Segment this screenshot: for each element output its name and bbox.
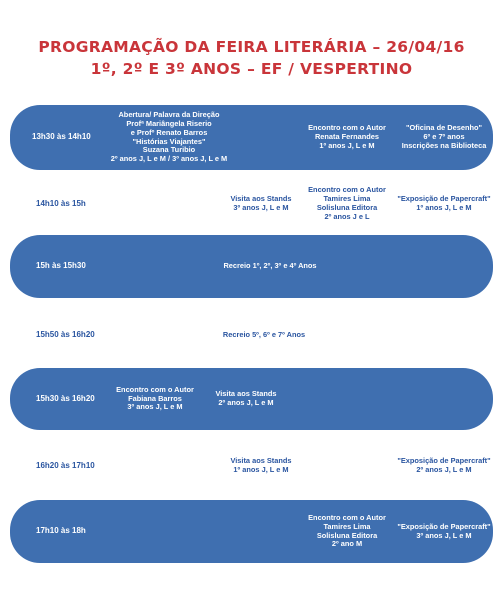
papercraft-exhibit — [395, 500, 493, 563]
activity-line: Visita aos Stands — [230, 456, 292, 466]
activity-line: 2º anos J, L e M — [218, 398, 274, 407]
time-slot: 17h10 às 18h — [36, 526, 86, 536]
activity-line: Tamires Lima — [323, 521, 371, 531]
activity-line: Renata Fernandes — [314, 132, 380, 142]
activity-line: Encontro com o Autor — [116, 384, 194, 394]
activity-line: 3º anos J, L e M — [127, 402, 183, 412]
papercraft-exhibit — [395, 451, 493, 481]
stands-visit — [191, 368, 301, 430]
recess — [200, 235, 340, 298]
activity-line: Profª Mariângela Riserio — [126, 118, 212, 128]
activity-line: 1º anos J, L e M — [416, 203, 472, 212]
activity-line: Abertura/ Palavra da Direção — [118, 110, 220, 120]
page-title-line-2: 1º, 2º E 3º ANOS – EF / VESPERTINO — [90, 60, 413, 78]
activity-line: Visita aos Stands — [215, 389, 277, 399]
activity-line: "Histórias Viajantes" — [132, 136, 206, 146]
schedule-row — [10, 181, 493, 227]
activity-line: Suzana Turibio — [142, 145, 196, 155]
schedule-row — [10, 500, 493, 563]
time-slot: 15h30 às 16h20 — [36, 393, 95, 403]
time-slot: 15h50 às 16h20 — [36, 329, 95, 339]
author-meeting — [292, 500, 402, 563]
time-slot: 15h às 15h30 — [36, 261, 86, 271]
activity-line: 2º anos J e L — [324, 211, 370, 221]
author-meeting — [292, 105, 402, 170]
recess — [204, 320, 324, 350]
time-slot: 13h30 às 14h10 — [32, 132, 91, 142]
activity-line: Solisluna Editora — [316, 530, 378, 540]
author-meeting — [292, 181, 402, 227]
stands-visit — [206, 451, 316, 481]
activity-line: Encontro com o Autor — [308, 123, 386, 133]
activity-line: 2º ano M — [331, 539, 363, 549]
activity-line: Recreio 1º, 2º, 3º e 4º Anos — [223, 261, 317, 271]
activity-line: "Exposição de Papercraft" — [397, 194, 491, 204]
activity-line: Tamires Lima — [323, 194, 371, 204]
papercraft-exhibit — [395, 181, 493, 227]
schedule-row — [10, 320, 493, 350]
time-slot: 16h20 às 17h10 — [36, 460, 95, 470]
page-title-line-1: PROGRAMAÇÃO DA FEIRA LITERÁRIA – 26/04/16 — [38, 38, 465, 56]
activity-line: 1º anos J, L e M — [233, 465, 289, 474]
activity-line: "Oficina de Desenho" — [405, 123, 482, 133]
activity-line: 3º anos J, L e M — [416, 530, 472, 540]
schedule-row — [10, 105, 493, 170]
activity-line: 1º anos J, L e M — [319, 140, 375, 150]
schedule-row — [10, 235, 493, 298]
activity-line: Encontro com o Autor — [308, 512, 386, 522]
activity-line: Recreio 5º, 6º e 7º Anos — [222, 329, 306, 339]
activity-line: Fabiana Barros — [128, 393, 182, 403]
time-slot: 14h10 às 15h — [36, 198, 86, 208]
activity-line: "Exposição de Papercraft" — [397, 456, 491, 466]
drawing-workshop — [395, 105, 493, 170]
activity-line: Encontro com o Autor — [308, 185, 386, 195]
activity-line: 6º e 7º anos — [423, 132, 465, 142]
schedule-row — [10, 368, 493, 430]
activity-line: Inscrições na Biblioteca — [401, 140, 487, 150]
schedule-row — [10, 451, 493, 481]
activity-line: Visita aos Stands — [230, 194, 292, 204]
activity-line: 2º anos J, L e M / 3º anos J, L e M — [110, 154, 228, 164]
activity-line: 2º anos J, L e M — [416, 465, 472, 474]
activity-line: Solisluna Editora — [316, 203, 378, 212]
activity-line: e Profº Renato Barros — [130, 127, 208, 137]
activity-line: "Exposição de Papercraft" — [397, 521, 491, 531]
activity-line: 3º anos J, L e M — [233, 203, 289, 212]
opening-activity — [110, 105, 228, 170]
